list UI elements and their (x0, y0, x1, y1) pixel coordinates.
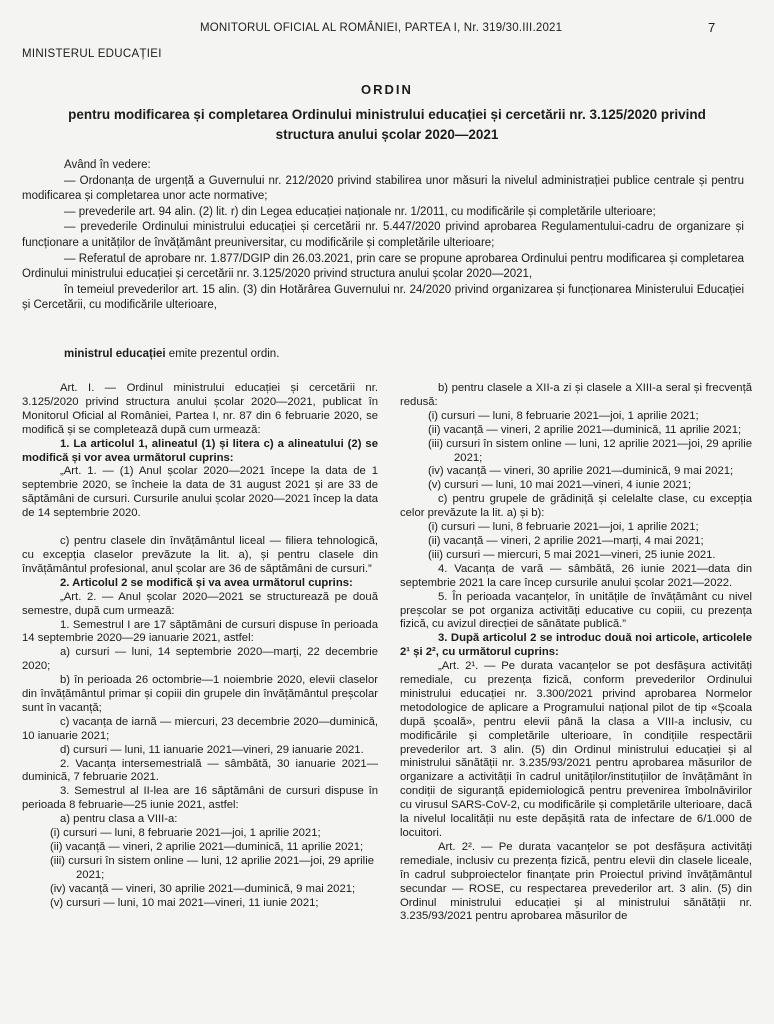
list-item: (v) cursuri — luni, 10 mai 2021—vineri, 11 iunie 2021; (50, 896, 319, 909)
intersemester-vacation: 2. Vacanța intersemestrială — sâmbătă, 30 ianuarie 2021—duminică, 7 februarie 2021. (22, 757, 378, 784)
preamble-line: — Ordonanța de urgență a Guvernului nr. 212/2020 privind stabilirea unor măsuri la nivelul administrației publice centrale și pentru modificarea și completarea unor acte normative; (22, 174, 744, 203)
list-item: (iii) cursuri în sistem online — luni, 12 aprilie 2021—joi, 29 aprilie 2021; (428, 437, 752, 464)
semester-1-d: d) cursuri — luni, 11 ianuarie 2021—vineri, 29 ianuarie 2021. (60, 743, 364, 756)
point-1-heading: 1. La articolul 1, alineatul (1) și litera c) a alineatului (2) se modifică și vor avea următorul cuprins: (22, 437, 378, 464)
emission-clause (64, 348, 279, 360)
list-item: (ii) vacanță — vineri, 2 aprilie 2021—duminică, 11 aprilie 2021; (50, 841, 364, 853)
semester-2-c: c) pentru grupele de grădiniță și celelalte clase, cu excepția celor prevăzute la lit. a) și b): (400, 493, 752, 520)
preamble-line: Având în vedere: (64, 159, 151, 171)
preamble-line: — Referatul de aprobare nr. 1.877/DGIP din 26.03.2021, prin care se propune aprobarea Ordinului pentru modificarea și completarea Ordinului ministrului educației și cercetării nr. 3.125/2020 privind structura anului școlar 2020—2021, (22, 252, 744, 281)
left-column (22, 382, 378, 911)
issuing-ministry: MINISTERUL EDUCAȚIEI (22, 48, 162, 60)
page-number: 7 (708, 20, 716, 35)
list-item: (i) cursuri — luni, 8 februarie 2021—joi, 1 aprilie 2021; (50, 827, 321, 840)
list-item: (v) cursuri — luni, 10 mai 2021—vineri, 4 iunie 2021; (428, 479, 692, 492)
semester-1-c: c) vacanța de iarnă — miercuri, 23 decembrie 2020—duminică, 10 ianuarie 2021; (22, 715, 378, 742)
emitter: ministrul educației (64, 348, 166, 360)
list-item: (iii) cursuri — miercuri, 5 mai 2021—vineri, 25 iunie 2021. (428, 548, 716, 561)
list-item: (iii) cursuri în sistem online — luni, 12 aprilie 2021—joi, 29 aprilie 2021; (50, 854, 374, 881)
semester-1: 1. Semestrul I are 17 săptămâni de cursuri dispuse în perioada 14 septembrie 2020—29 ianuarie 2021, astfel: (22, 618, 378, 645)
summer-vacation: 4. Vacanța de vară — sâmbătă, 26 iunie 2021—data din septembrie 2021 la care încep cursurile anului școlar 2021—2022. (400, 562, 752, 589)
preamble (22, 158, 744, 314)
list-item: (iv) vacanță — vineri, 30 aprilie 2021—duminică, 9 mai 2021; (428, 465, 734, 478)
list-item: (i) cursuri — luni, 8 februarie 2021—joi, 1 aprilie 2021; (428, 521, 699, 534)
point-2-heading: 2. Articolul 2 se modifică și va avea următorul cuprins: (60, 576, 353, 589)
emission-text: emite prezentul ordin. (165, 348, 280, 360)
document-subtitle: pentru modificarea și completarea Ordinului ministrului educației și cercetării nr. 3.125/2020 privind structura anului școlar 2020—2021 (68, 107, 706, 142)
semester-2-b: b) pentru clasele a XII-a zi și clasele a XIII-a seral și frecvență redusă: (400, 382, 752, 408)
article-2-2: Art. 2². — Pe durata vacanțelor se pot desfășura activități remediale, inclusiv cu prezența fizică, pentru elevii din clasele liceale, în cadrul subproiectelor finanțate prin Proiectul privind învățământul secundar — ROSE, cu respectarea prevederilor art. 3 alin. (5) din Ordinul ministrului educației și al ministrului sănătății nr. 3.235/93/2021 pentru aprobarea măsurilor de (400, 840, 752, 923)
point-1-letter-c: c) pentru clasele din învățământul liceal — filiera tehnologică, cu excepția claselor prevăzute la lit. a), și pentru clasele din învățământul profesional, anul școlar are 36 de săptămâni de cursuri.” (22, 535, 378, 575)
preamble-line: — prevederile Ordinului ministrului educației și cercetării nr. 5.447/2020 privind aprobarea Regulamentului-cadru de organizare și funcționare a unităților de învățământ preuniversitar, cu modificările și completările ulterioare; (22, 221, 744, 249)
semester-1-a: a) cursuri — luni, 14 septembrie 2020—marți, 22 decembrie 2020; (22, 646, 378, 673)
journal-header: MONITORUL OFICIAL AL ROMÂNIEI, PARTEA I, Nr. 319/30.III.2021 (200, 22, 563, 34)
list-item: (iv) vacanță — vineri, 30 aprilie 2021—duminică, 9 mai 2021; (50, 882, 356, 895)
semester-2-a: a) pentru clasa a VIII-a: (60, 813, 178, 826)
list-item: (i) cursuri — luni, 8 februarie 2021—joi, 1 aprilie 2021; (428, 409, 699, 422)
article-2-1: „Art. 2¹. — Pe durata vacanțelor se pot desfășura activități remediale, cu prezența fizică, conform prevederilor Ordinului ministrului educației nr. 3.300/2021 privind aprobarea Normelor metodologice de aplicare a Programului național pilot de tip «Școala după școală», pentru elevii până la clasa a VIII-a inclusiv, cu modificările și completările ulterioare, în condițiile respectării prevederilor art. 3 alin. (5) din Ordinul ministrului educației și al ministrului sănătății nr. 3.235/93/2021 pentru aprobarea măsurilor de organizare a activității în cadrul unităților/instituțiilor de învățământ în condiții de siguranță epidemiologică pentru prevenirea îmbolnăvirilor cu virusul SARS-CoV-2, cu modificările și completările ulterioare, dacă la nivelul localității nu este depășită rata de infectare de 6/1.000 de locuitori. (400, 660, 752, 839)
preamble-line: în temeiul prevederilor art. 15 alin. (3) din Hotărârea Guvernului nr. 24/2020 privind organizarea și funcționarea Ministerului Educației și Cercetării, cu modificările ulterioare, (22, 283, 744, 312)
point-1-text: „Art. 1. — (1) Anul școlar 2020—2021 începe la data de 1 septembrie 2020, se încheie la data de 31 august 2021 și are 33 de săptămâni de cursuri. Cursurile anului școlar 2020—2021 încep la data de 14 septembrie 2020. (22, 465, 378, 520)
semester-1-b: b) în perioada 26 octombrie—1 noiembrie 2020, elevii claselor din învățământul primar și copiii din grupele din învățământul preșcolar sunt în vacanță; (22, 674, 378, 714)
preamble-line: — prevederile art. 94 alin. (2) lit. r) din Legea educației naționale nr. 1/2011, cu modificările și completările ulterioare; (64, 205, 656, 218)
point-2-article-2: „Art. 2. — Anul școlar 2020—2021 se structurează pe două semestre, după cum urmează: (22, 590, 378, 617)
right-column (400, 382, 752, 924)
article-i: Art. I. — Ordinul ministrului educației și cercetării nr. 3.125/2020 privind structura anului școlar 2020—2021, publicat în Monitorul Oficial al României, Partea I, nr. 87 din 6 februarie 2020, se modifică și se completează după cum urmează: (22, 382, 378, 436)
list-item: (ii) vacanță — vineri, 2 aprilie 2021—marți, 4 mai 2021; (428, 534, 704, 547)
semester-2: 3. Semestrul al II-lea are 16 săptămâni de cursuri dispuse în perioada 8 februarie—25 iunie 2021, astfel: (22, 785, 378, 812)
document-title: ORDIN (361, 82, 413, 97)
point-3-heading: 3. După articolul 2 se introduc două noi articole, articolele 2¹ și 2², cu următorul cuprins: (400, 632, 752, 659)
list-item: (ii) vacanță — vineri, 2 aprilie 2021—duminică, 11 aprilie 2021; (428, 423, 742, 436)
preschool-activities: 5. În perioada vacanțelor, în unitățile de învățământ cu nivel preșcolar se pot organiza activități educative cu copiii, cu prezența fizică, cu avizul direcției de sănătate publică.” (400, 590, 752, 631)
